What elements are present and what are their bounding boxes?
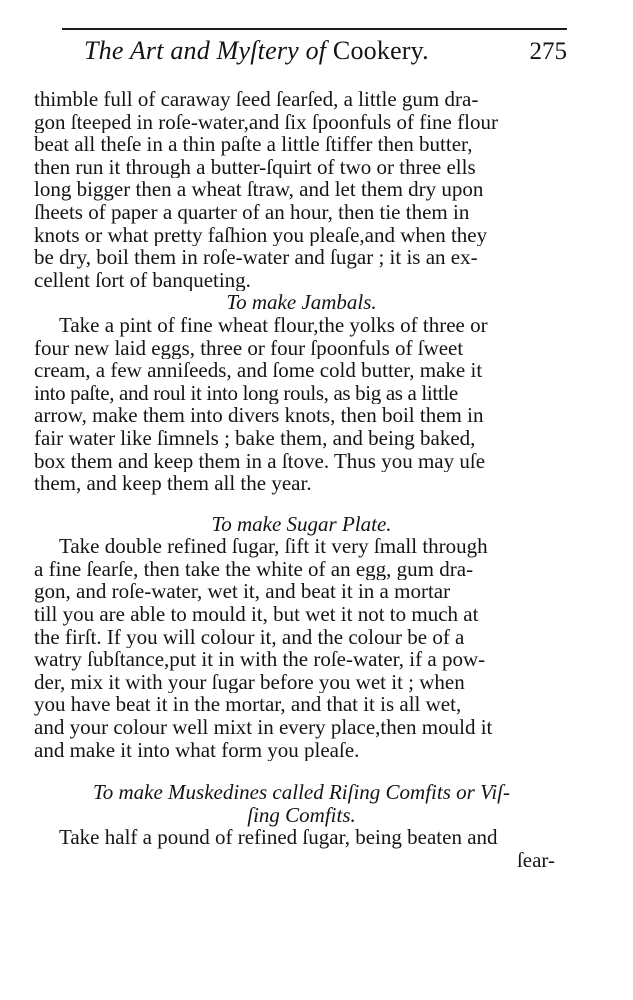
running-title <box>84 36 429 66</box>
text-line: cream, a few anniſeeds, and ſome cold butter, make it <box>34 359 483 382</box>
text-line: arrow, make them into divers knots, then boil them in <box>34 404 484 427</box>
text-line: Take a pint of fine wheat flour,the yolks of three or <box>59 313 488 337</box>
catchword: ſear- <box>516 849 555 872</box>
text-line: and your colour well mixt in every place,then mould it <box>34 716 493 739</box>
page-body <box>34 88 569 872</box>
text-line: thimble full of caraway ſeed ſearſed, a little gum dra- <box>34 88 479 111</box>
text-line: gon, and roſe-water, wet it, and beat it in a mortar <box>34 580 451 604</box>
text-line: into paſte, and roul it into long rouls, as big as a little <box>34 381 458 405</box>
text-line: Take half a pound of refined ſugar, being beaten and <box>59 826 498 849</box>
paragraph-sugar-plate <box>34 535 569 761</box>
text-line: four new laid eggs, three or four ſpoonfuls of ſweet <box>34 336 464 360</box>
text-line: Take double refined ſugar, ſift it very ſmall through <box>59 535 488 558</box>
paragraph-jambals <box>34 314 569 495</box>
recipe-heading-muskedines: To make Muskedines called Riſing Comfits or Viſ- <box>92 780 511 805</box>
text-line: der, mix it with your ſugar before you wet it ; when <box>34 670 465 694</box>
paragraph-muskedines <box>34 826 569 871</box>
running-title-italic: The Art and Myſtery of <box>84 36 333 65</box>
text-line: knots or what pretty faſhion you pleaſe,and when they <box>34 223 488 247</box>
text-line: box them and keep them in a ſtove. Thus you may uſe <box>34 449 486 473</box>
text-line: the firſt. If you will colour it, and the colour be of a <box>34 625 465 649</box>
text-line: cellent ſort of banqueting. <box>34 268 251 292</box>
text-line: a fine ſearſe, then take the white of an egg, gum dra- <box>34 557 474 581</box>
text-line: long bigger then a wheat ſtraw, and let them dry upon <box>34 178 484 201</box>
recipe-heading-muskedines-cont: ſing Comfits. <box>247 802 356 827</box>
recipe-heading-sugar-plate: To make Sugar Plate. <box>211 511 392 536</box>
text-line: then run it through a butter-ſquirt of two or three ells <box>34 155 476 179</box>
text-line: ſheets of paper a quarter of an hour, then tie them in <box>34 200 470 224</box>
text-line: be dry, boil them in roſe-water and ſugar ; it is an ex- <box>34 246 478 269</box>
running-title-upright: Cookery. <box>332 36 429 65</box>
text-line: fair water like ſimnels ; bake them, and being baked, <box>34 426 476 450</box>
paragraph-continuation <box>34 88 569 291</box>
text-line: gon ſteeped in roſe-water,and ſix ſpoonfuls of fine flour <box>34 110 498 134</box>
running-header <box>62 36 567 76</box>
text-line: till you are able to mould it, but wet it not to much at <box>34 603 479 626</box>
header-rule <box>62 28 567 30</box>
text-line: watry ſubſtance,put it in with the roſe-water, if a pow- <box>34 648 486 671</box>
text-line: you have beat it in the mortar, and that it is all wet, <box>34 693 462 717</box>
text-line: them, and keep them all the year. <box>34 472 312 495</box>
recipe-heading-jambals: To make Jambals. <box>226 290 377 315</box>
text-line: and make it into what form you pleaſe. <box>34 738 360 762</box>
page-number: 275 <box>529 38 567 65</box>
text-line: beat all theſe in a thin paſte a little ſtiffer then butter, <box>34 133 473 156</box>
